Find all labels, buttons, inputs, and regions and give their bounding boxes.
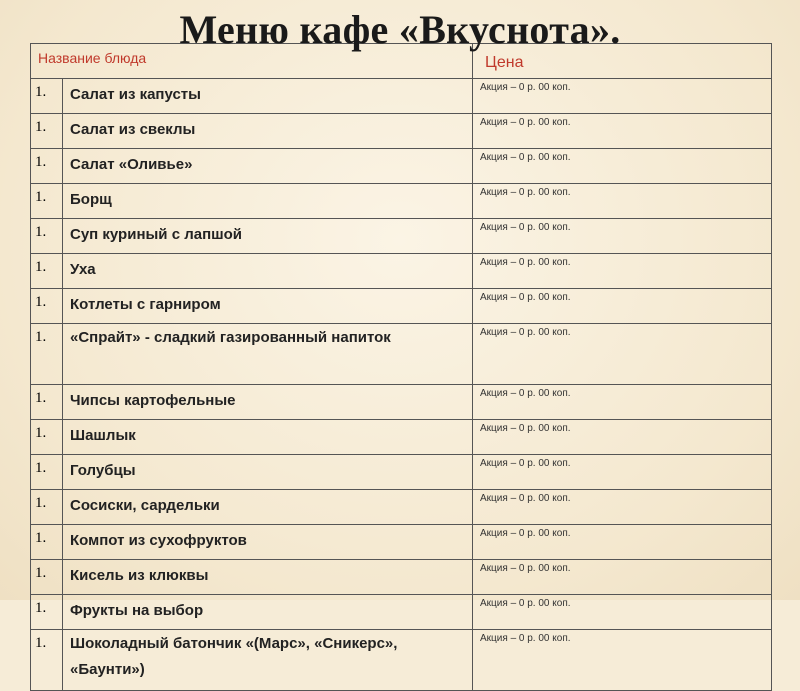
row-number: 1. xyxy=(31,289,63,324)
table-row xyxy=(31,79,772,114)
dish-name: Борщ xyxy=(63,184,473,219)
row-number: 1. xyxy=(31,254,63,289)
table-row xyxy=(31,420,772,455)
dish-price: Акция – 0 р. 00 коп. xyxy=(473,595,772,630)
row-number: 1. xyxy=(31,79,63,114)
dish-price: Акция – 0 р. 00 коп. xyxy=(473,560,772,595)
table-row xyxy=(31,525,772,560)
row-number: 1. xyxy=(31,114,63,149)
header-dish-name: Название блюда xyxy=(31,44,473,79)
dish-name: Шоколадный батончик «(Марс», «Сникерс», «Баунти») xyxy=(63,630,473,691)
dish-price: Акция – 0 р. 00 коп. xyxy=(473,149,772,184)
row-number: 1. xyxy=(31,324,63,385)
dish-name: Голубцы xyxy=(63,455,473,490)
dish-name: Шашлык xyxy=(63,420,473,455)
table-row xyxy=(31,219,772,254)
dish-price: Акция – 0 р. 00 коп. xyxy=(473,385,772,420)
dish-price: Акция – 0 р. 00 коп. xyxy=(473,219,772,254)
table-row xyxy=(31,114,772,149)
dish-name: Котлеты с гарниром xyxy=(63,289,473,324)
row-number: 1. xyxy=(31,455,63,490)
dish-price: Акция – 0 р. 00 коп. xyxy=(473,79,772,114)
page-title: Меню кафе «Вкуснота». xyxy=(179,7,621,52)
row-number: 1. xyxy=(31,385,63,420)
dish-price: Акция – 0 р. 00 коп. xyxy=(473,184,772,219)
row-number: 1. xyxy=(31,630,63,691)
table-row xyxy=(31,455,772,490)
dish-name: Уха xyxy=(63,254,473,289)
table-row xyxy=(31,289,772,324)
row-number: 1. xyxy=(31,560,63,595)
table-row xyxy=(31,385,772,420)
dish-price: Акция – 0 р. 00 коп. xyxy=(473,455,772,490)
dish-name: Суп куриный с лапшой xyxy=(63,219,473,254)
dish-price: Акция – 0 р. 00 коп. xyxy=(473,525,772,560)
table-row xyxy=(31,490,772,525)
dish-name: Салат «Оливье» xyxy=(63,149,473,184)
table-row xyxy=(31,149,772,184)
dish-price: Акция – 0 р. 00 коп. xyxy=(473,289,772,324)
dish-name: Компот из сухофруктов xyxy=(63,525,473,560)
dish-price: Акция – 0 р. 00 коп. xyxy=(473,324,772,385)
header-price: Цена xyxy=(473,44,772,79)
row-number: 1. xyxy=(31,420,63,455)
row-number: 1. xyxy=(31,149,63,184)
row-number: 1. xyxy=(31,525,63,560)
row-number: 1. xyxy=(31,184,63,219)
row-number: 1. xyxy=(31,219,63,254)
dish-price: Акция – 0 р. 00 коп. xyxy=(473,254,772,289)
dish-name: Сосиски, сардельки xyxy=(63,490,473,525)
dish-name: Фрукты на выбор xyxy=(63,595,473,630)
dish-price: Акция – 0 р. 00 коп. xyxy=(473,490,772,525)
dish-price: Акция – 0 р. 00 коп. xyxy=(473,630,772,691)
row-number: 1. xyxy=(31,595,63,630)
dish-price: Акция – 0 р. 00 коп. xyxy=(473,420,772,455)
dish-name: Чипсы картофельные xyxy=(63,385,473,420)
dish-name: «Спрайт» - сладкий газированный напиток xyxy=(63,324,473,385)
table-row xyxy=(31,630,772,691)
table-row xyxy=(31,184,772,219)
table-row xyxy=(31,324,772,385)
table-row xyxy=(31,560,772,595)
menu-table xyxy=(30,43,772,691)
dish-name: Кисель из клюквы xyxy=(63,560,473,595)
dish-name: Салат из свеклы xyxy=(63,114,473,149)
row-number: 1. xyxy=(31,490,63,525)
dish-name: Салат из капусты xyxy=(63,79,473,114)
dish-price: Акция – 0 р. 00 коп. xyxy=(473,114,772,149)
table-row xyxy=(31,254,772,289)
